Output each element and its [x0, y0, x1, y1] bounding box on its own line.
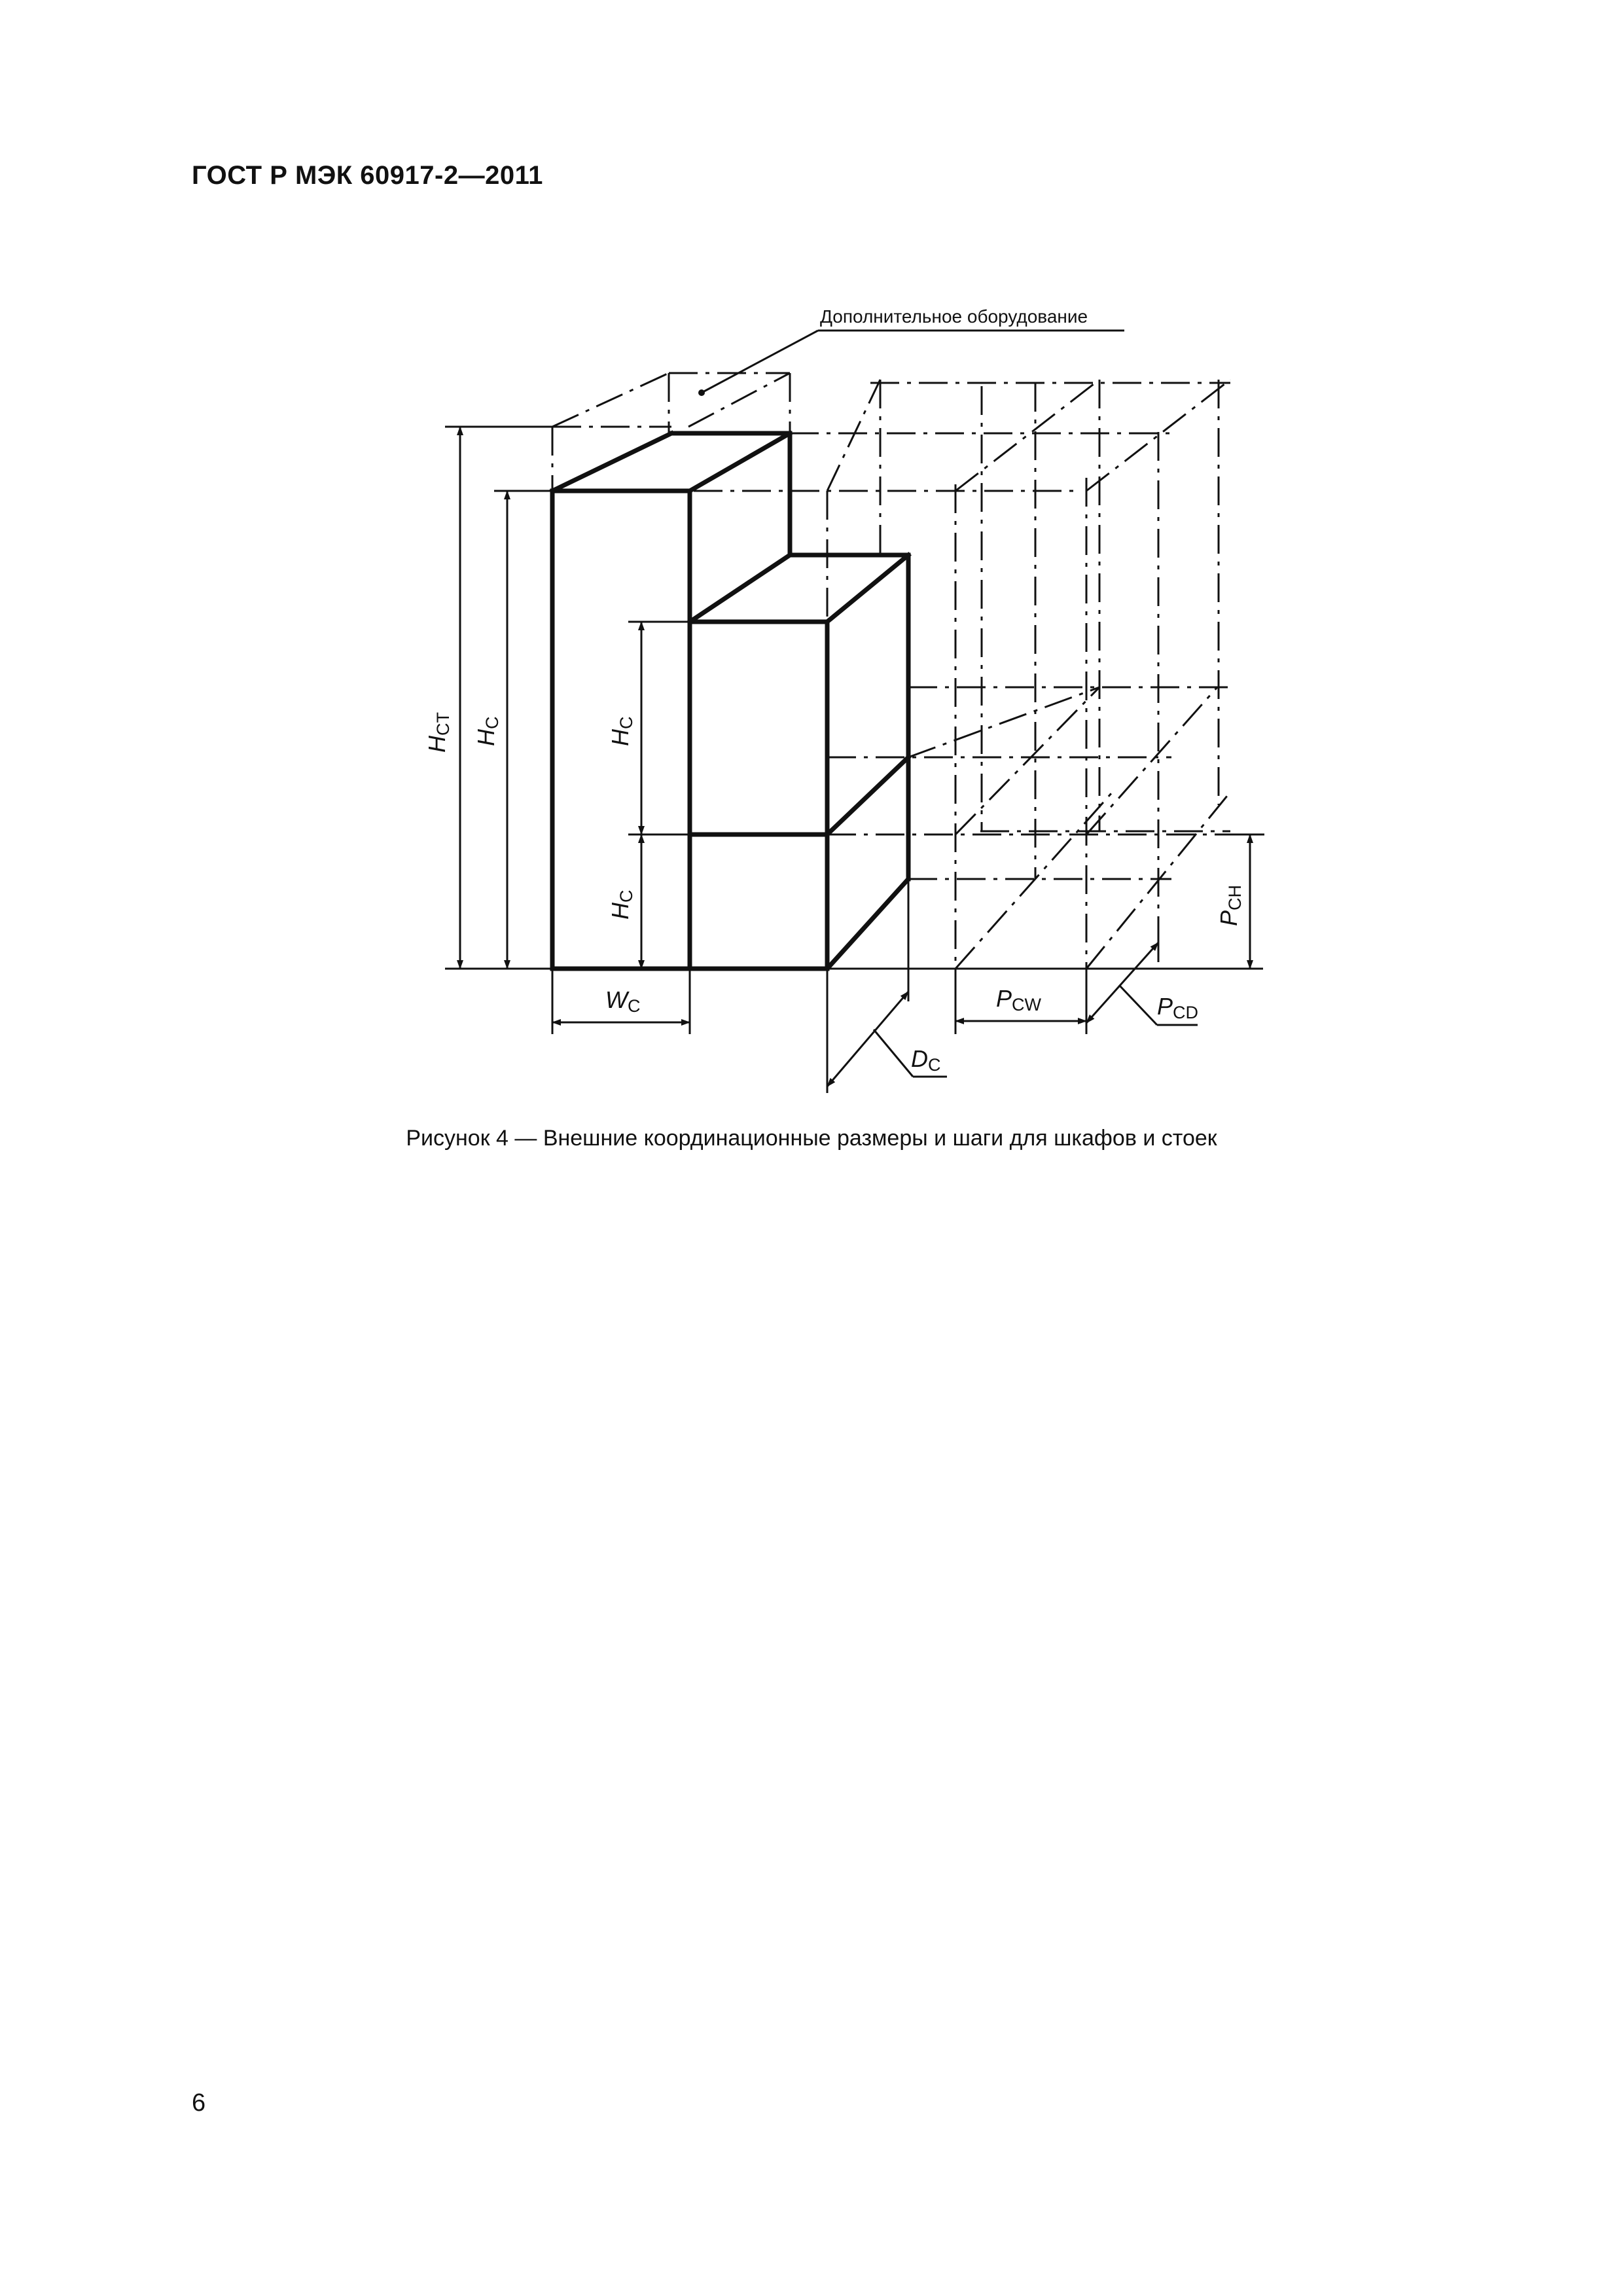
label-hc-upper: [607, 717, 636, 747]
label-pch: [1215, 885, 1245, 926]
callout-leader: [698, 331, 1124, 396]
svg-text:PCH: PCH: [1215, 884, 1245, 926]
dimension-hc-stack: [628, 622, 690, 969]
dimension-hct: [445, 427, 552, 969]
svg-text:HC: HC: [607, 716, 636, 746]
document-header: ГОСТ Р МЭК 60917-2—2011: [192, 161, 543, 190]
callout-label: Дополнительное оборудование: [820, 306, 1088, 327]
page-number: 6: [192, 2089, 206, 2117]
figure-caption: Рисунок 4 — Внешние координационные размеры и шаги для шкафов и стоек: [406, 1126, 1217, 1151]
label-wc: WC: [605, 986, 641, 1016]
svg-text:HC: HC: [473, 716, 502, 746]
dimension-hc-full: [494, 491, 552, 969]
label-hc-full: [473, 717, 502, 747]
label-dc: DC: [911, 1045, 941, 1075]
label-pcd: PCD: [1157, 993, 1199, 1022]
coordination-grid: [694, 380, 1263, 998]
svg-text:HC: HC: [607, 889, 636, 920]
stacked-cabinets: [690, 555, 908, 969]
svg-text:HCT: HCT: [423, 712, 453, 753]
tall-cabinet: [552, 433, 790, 969]
label-hct: [423, 712, 453, 753]
label-pcw: PCW: [996, 985, 1041, 1014]
label-hc-lower: [607, 890, 636, 920]
